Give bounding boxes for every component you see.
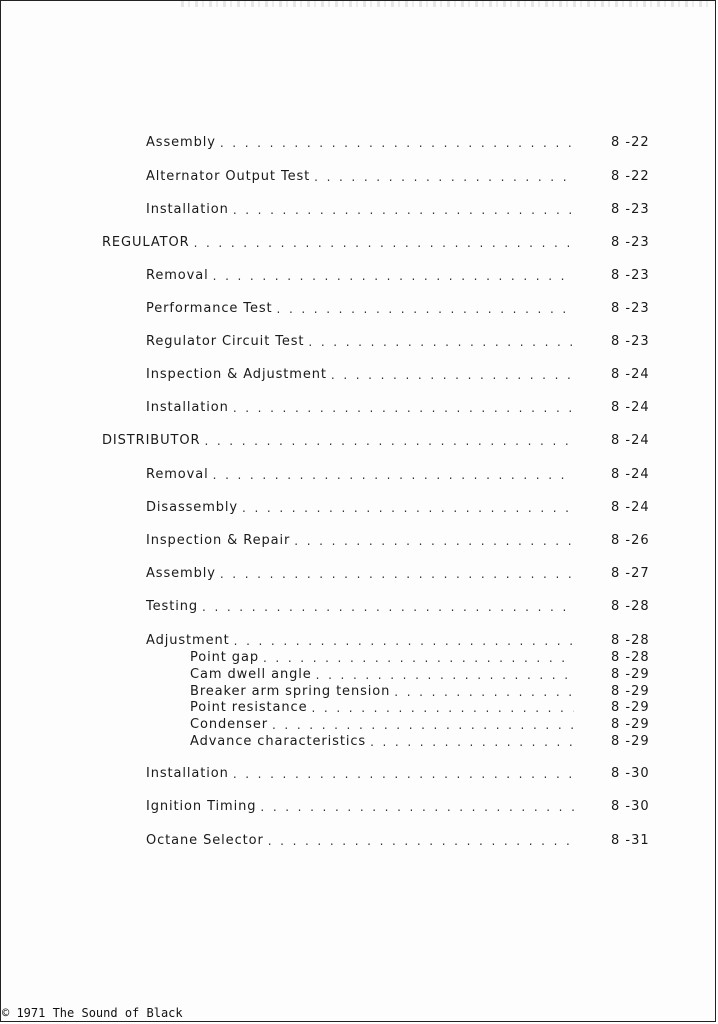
toc-label: Assembly bbox=[146, 135, 216, 150]
toc-label: Testing bbox=[146, 599, 199, 614]
toc-page-number: 8 -24 bbox=[611, 367, 650, 382]
leader-dots bbox=[308, 334, 574, 350]
leader-dots bbox=[260, 799, 574, 815]
toc-page-number: 8 -22 bbox=[611, 135, 650, 150]
toc-subentry bbox=[190, 715, 576, 733]
toc-subentry bbox=[190, 648, 576, 666]
leader-dots bbox=[220, 566, 574, 582]
toc-page-number: 8 -28 bbox=[611, 599, 650, 614]
toc-label: Performance Test bbox=[146, 301, 273, 316]
toc-subentry bbox=[190, 665, 576, 683]
toc-entry bbox=[146, 465, 576, 483]
toc-page-number: 8 -23 bbox=[611, 235, 650, 250]
toc-label: Installation bbox=[146, 766, 229, 781]
leader-dots bbox=[331, 367, 574, 383]
copyright-footer: © 1971 The Sound of Black bbox=[2, 1006, 183, 1020]
toc-entry bbox=[146, 332, 576, 350]
toc-label: Advance characteristics bbox=[190, 734, 367, 749]
leader-dots bbox=[233, 766, 574, 782]
leader-dots bbox=[370, 734, 574, 750]
toc-label: Disassembly bbox=[146, 500, 239, 515]
leader-dots bbox=[234, 633, 574, 649]
toc-label: Removal bbox=[146, 467, 209, 482]
leader-dots bbox=[311, 700, 574, 716]
toc-label: Installation bbox=[146, 400, 229, 415]
toc-page-number: 8 -24 bbox=[611, 400, 650, 415]
toc-entry bbox=[146, 531, 576, 549]
toc-page-number: 8 -23 bbox=[611, 202, 650, 217]
toc-page-number: 8 -26 bbox=[611, 533, 650, 548]
toc-entry bbox=[146, 133, 576, 151]
toc-label: Inspection & Repair bbox=[146, 533, 291, 548]
toc-entry bbox=[146, 200, 576, 218]
leader-dots bbox=[294, 533, 574, 549]
toc-section bbox=[102, 233, 576, 251]
leader-dots bbox=[272, 717, 574, 733]
leader-dots bbox=[316, 667, 574, 683]
toc-entry bbox=[146, 797, 576, 815]
toc-page-number: 8 -29 bbox=[611, 717, 650, 732]
toc-entry bbox=[146, 764, 576, 782]
toc-label: DISTRIBUTOR bbox=[102, 433, 201, 448]
toc-page-number: 8 -27 bbox=[611, 566, 650, 581]
toc-entry bbox=[146, 167, 576, 185]
toc-label: Ignition Timing bbox=[146, 799, 257, 814]
toc-label: Octane Selector bbox=[146, 833, 264, 848]
leader-dots bbox=[204, 433, 574, 449]
toc-label: REGULATOR bbox=[102, 235, 190, 250]
leader-dots bbox=[233, 202, 574, 218]
toc-label: Breaker arm spring tension bbox=[190, 684, 391, 699]
toc-entry bbox=[146, 564, 576, 582]
toc-entry bbox=[146, 299, 576, 317]
toc-page-number: 8 -24 bbox=[611, 500, 650, 515]
toc-label: Assembly bbox=[146, 566, 216, 581]
toc-entry bbox=[146, 498, 576, 516]
toc-page-number: 8 -28 bbox=[611, 633, 650, 648]
leader-dots bbox=[220, 135, 574, 151]
toc-entry bbox=[146, 831, 576, 849]
leader-dots bbox=[242, 500, 574, 516]
leader-dots bbox=[277, 301, 574, 317]
toc-label: Point resistance bbox=[190, 700, 308, 715]
leader-dots bbox=[194, 235, 574, 251]
toc-page-number: 8 -29 bbox=[611, 667, 650, 682]
toc-entry bbox=[146, 631, 576, 649]
toc-page-number: 8 -30 bbox=[611, 799, 650, 814]
toc-page-number: 8 -24 bbox=[611, 433, 650, 448]
toc-label: Inspection & Adjustment bbox=[146, 367, 327, 382]
toc-page-number: 8 -23 bbox=[611, 334, 650, 349]
leader-dots bbox=[263, 650, 574, 666]
toc-page-number: 8 -22 bbox=[611, 169, 650, 184]
toc-entry bbox=[146, 597, 576, 615]
leader-dots bbox=[202, 599, 574, 615]
toc-label: Adjustment bbox=[146, 633, 230, 648]
leader-dots bbox=[268, 833, 574, 849]
leader-dots bbox=[314, 169, 574, 185]
toc-label: Alternator Output Test bbox=[146, 169, 311, 184]
leader-dots bbox=[213, 268, 574, 284]
toc-page-number: 8 -29 bbox=[611, 700, 650, 715]
toc-entry bbox=[146, 365, 576, 383]
toc-label: Point gap bbox=[190, 650, 259, 665]
toc-page-number: 8 -29 bbox=[611, 684, 650, 699]
toc-page-number: 8 -23 bbox=[611, 268, 650, 283]
toc-entry bbox=[146, 266, 576, 284]
toc-label: Condenser bbox=[190, 717, 268, 732]
leader-dots bbox=[213, 467, 574, 483]
toc-subentry bbox=[190, 732, 576, 750]
toc-page-number: 8 -24 bbox=[611, 467, 650, 482]
toc-label: Cam dwell angle bbox=[190, 667, 312, 682]
toc-page-number: 8 -29 bbox=[611, 734, 650, 749]
toc-page-number: 8 -23 bbox=[611, 301, 650, 316]
toc-page-number: 8 -31 bbox=[611, 833, 650, 848]
toc-section bbox=[102, 431, 576, 449]
toc-label: Removal bbox=[146, 268, 209, 283]
toc-label: Installation bbox=[146, 202, 229, 217]
leader-dots bbox=[233, 400, 574, 416]
toc-label: Regulator Circuit Test bbox=[146, 334, 305, 349]
toc-page-number: 8 -28 bbox=[611, 650, 650, 665]
scan-artifact bbox=[181, 1, 711, 7]
toc-page-number: 8 -30 bbox=[611, 766, 650, 781]
toc-subentry bbox=[190, 698, 576, 716]
toc-entry bbox=[146, 398, 576, 416]
